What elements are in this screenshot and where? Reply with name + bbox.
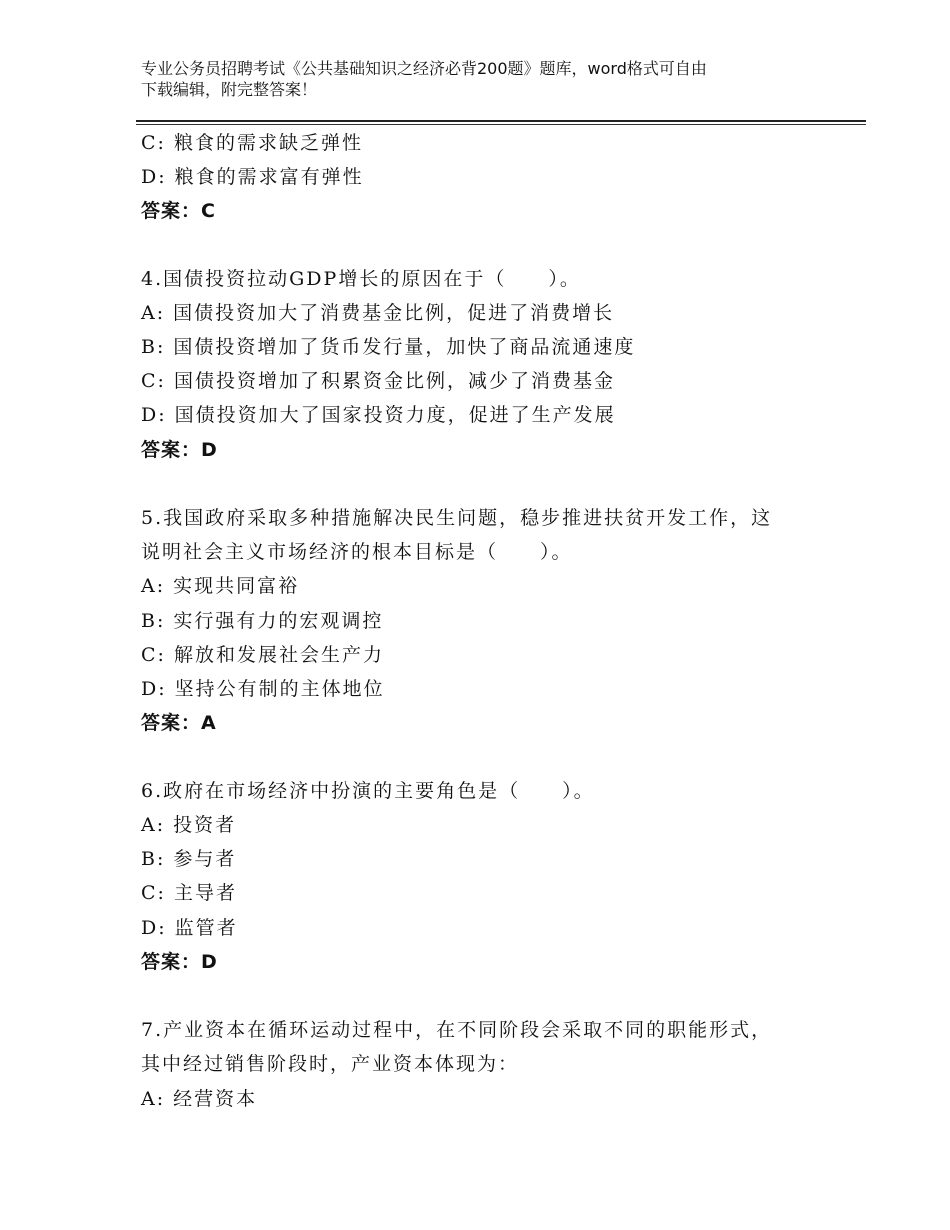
question-4-answer: 答案：D bbox=[141, 439, 218, 461]
option-d: D: 粮食的需求富有弹性 bbox=[141, 166, 364, 188]
option-c: C: 粮食的需求缺乏弹性 bbox=[141, 132, 363, 154]
document-header bbox=[141, 58, 811, 100]
question-6-stem: 6.政府在市场经济中扮演的主要角色是（ ）。 bbox=[141, 780, 595, 802]
question-6-answer: 答案：D bbox=[141, 951, 218, 973]
question-6-option-d: D: 监管者 bbox=[141, 917, 238, 939]
question-4-option-d: D: 国债投资加大了国家投资力度，促进了生产发展 bbox=[141, 404, 616, 426]
header-rule-thick bbox=[136, 120, 866, 122]
header-line-1: 专业公务员招聘考试《公共基础知识之经济必背200题》题库，word格式可自由 bbox=[141, 59, 707, 78]
question-5-stem-line-2: 说明社会主义市场经济的根本目标是（ ）。 bbox=[141, 541, 573, 563]
question-7-stem-line-2: 其中经过销售阶段时，产业资本体现为： bbox=[141, 1053, 520, 1075]
question-7-stem-line-1: 7.产业资本在循环运动过程中，在不同阶段会采取不同的职能形式， bbox=[141, 1019, 773, 1041]
question-5-answer: 答案：A bbox=[141, 712, 217, 734]
question-6-option-b: B: 参与者 bbox=[141, 848, 237, 870]
question-4-option-a: A: 国债投资加大了消费基金比例，促进了消费增长 bbox=[141, 302, 615, 324]
header-rule-thin bbox=[136, 124, 866, 125]
question-5-option-d: D: 坚持公有制的主体地位 bbox=[141, 678, 385, 700]
question-5-option-c: C: 解放和发展社会生产力 bbox=[141, 644, 384, 666]
header-line-2: 下载编辑，附完整答案！ bbox=[141, 80, 318, 99]
question-5-option-b: B: 实行强有力的宏观调控 bbox=[141, 610, 384, 632]
question-6-option-a: A: 投资者 bbox=[141, 814, 237, 836]
question-6-option-c: C: 主导者 bbox=[141, 882, 237, 904]
question-5-option-a: A: 实现共同富裕 bbox=[141, 575, 300, 597]
question-7-option-a: A: 经营资本 bbox=[141, 1088, 258, 1110]
question-4-option-c: C: 国债投资增加了积累资金比例，减少了消费基金 bbox=[141, 370, 615, 392]
question-4-option-b: B: 国债投资增加了货币发行量，加快了商品流通速度 bbox=[141, 336, 636, 358]
answer-line: 答案：C bbox=[141, 200, 216, 222]
question-5-stem-line-1: 5.我国政府采取多种措施解决民生问题，稳步推进扶贫开发工作，这 bbox=[141, 507, 773, 529]
question-4-stem: 4.国债投资拉动GDP增长的原因在于（ ）。 bbox=[141, 268, 581, 290]
